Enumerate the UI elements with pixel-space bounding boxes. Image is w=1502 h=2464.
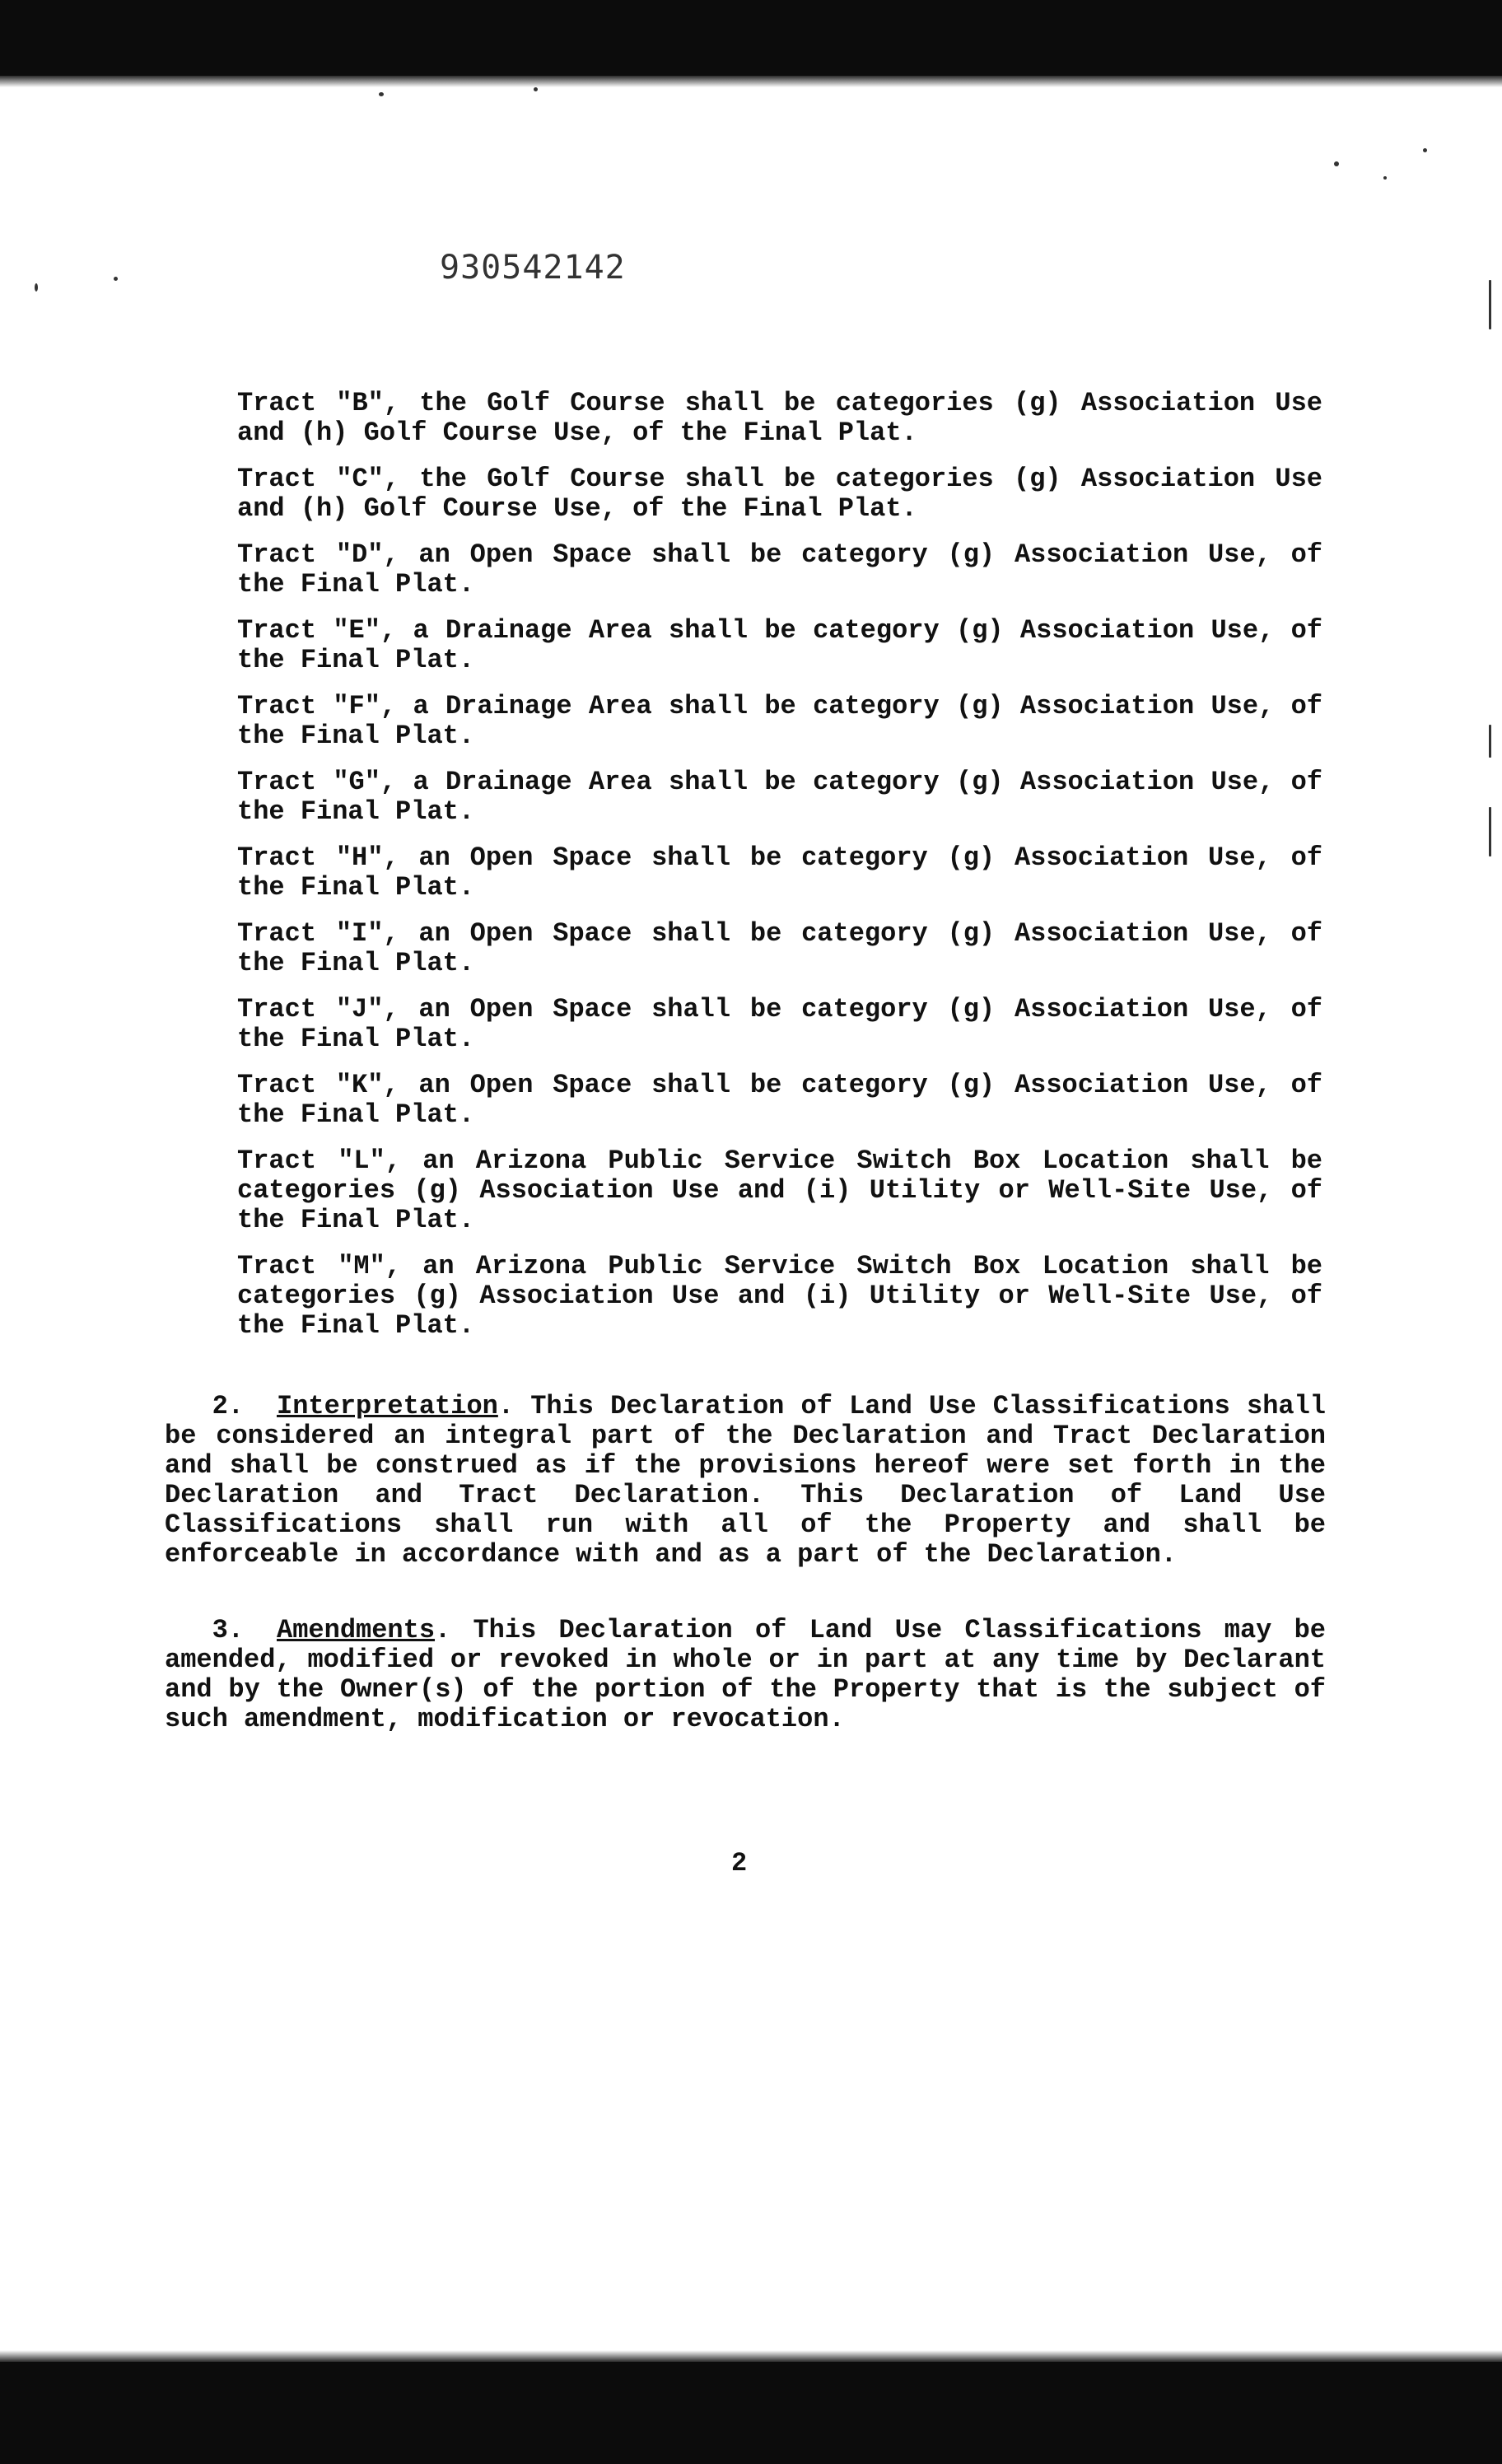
section-body: . This Declaration of Land Use Classifications may be amended, modified or revoked in whole or in part at any time by Declarant and by the Owner(s) of the portion of the Property that is the subject of such amendment, modification or revocation.: [165, 1615, 1326, 1734]
section-body: . This Declaration of Land Use Classifications shall be considered an integral part of the Declaration and Tract Declaration and shall be construed as if the provisions hereof were set forth in the Declaration and Tract Declaration. This Declaration of Land Use Classifications shall run with all of the Property and shall be enforceable in accordance with and as a part of the Declaration.: [165, 1391, 1326, 1570]
scan-speck: [1489, 807, 1491, 856]
scan-speck: [534, 87, 538, 91]
scan-speck: [114, 277, 118, 281]
tract-m-classification: Tract "M", an Arizona Public Service Switch Box Location shall be categories (g) Association Use and (i) Utility or Well-Site Use, of the Final Plat.: [237, 1251, 1322, 1341]
scan-speck: [1383, 176, 1387, 180]
tract-g-classification: Tract "G", a Drainage Area shall be category (g) Association Use, of the Final Plat.: [237, 767, 1322, 827]
document-control-number: 930542142: [440, 249, 626, 287]
page-number: 2: [731, 1848, 748, 1878]
section-interpretation: [165, 1392, 1326, 1570]
tract-f-classification: Tract "F", a Drainage Area shall be category (g) Association Use, of the Final Plat.: [237, 691, 1322, 751]
tract-b-classification: Tract "B", the Golf Course shall be categories (g) Association Use and (h) Golf Course Use, of the Final Plat.: [237, 388, 1322, 448]
scan-speck: [1423, 148, 1427, 152]
section-heading-interpretation: Interpretation: [277, 1391, 498, 1421]
tract-j-classification: Tract "J", an Open Space shall be category (g) Association Use, of the Final Plat.: [237, 994, 1322, 1054]
section-number: 2.: [212, 1391, 244, 1421]
tract-i-classification: Tract "I", an Open Space shall be category (g) Association Use, of the Final Plat.: [237, 918, 1322, 978]
tract-d-classification: Tract "D", an Open Space shall be category (g) Association Use, of the Final Plat.: [237, 539, 1322, 600]
scan-speck: [1489, 280, 1491, 329]
tract-l-classification: Tract "L", an Arizona Public Service Switch Box Location shall be categories (g) Association Use and (i) Utility or Well-Site Use, of the Final Plat.: [237, 1146, 1322, 1235]
tract-c-classification: Tract "C", the Golf Course shall be categories (g) Association Use and (h) Golf Course Use, of the Final Plat.: [237, 464, 1322, 524]
tract-k-classification: Tract "K", an Open Space shall be category (g) Association Use, of the Final Plat.: [237, 1070, 1322, 1130]
tract-h-classification: Tract "H", an Open Space shall be category (g) Association Use, of the Final Plat.: [237, 842, 1322, 903]
scan-border-top: [0, 0, 1502, 76]
document-body: [165, 389, 1326, 1734]
section-amendments: [165, 1616, 1326, 1734]
section-heading-amendments: Amendments: [277, 1615, 436, 1645]
scan-speck: [1489, 725, 1491, 758]
scan-speck: [35, 283, 38, 292]
scan-speck: [379, 92, 384, 96]
section-number: 3.: [212, 1615, 244, 1645]
scan-border-bottom: [0, 2362, 1502, 2464]
tract-e-classification: Tract "E", a Drainage Area shall be category (g) Association Use, of the Final Plat.: [237, 615, 1322, 675]
scan-speck: [1334, 161, 1339, 166]
